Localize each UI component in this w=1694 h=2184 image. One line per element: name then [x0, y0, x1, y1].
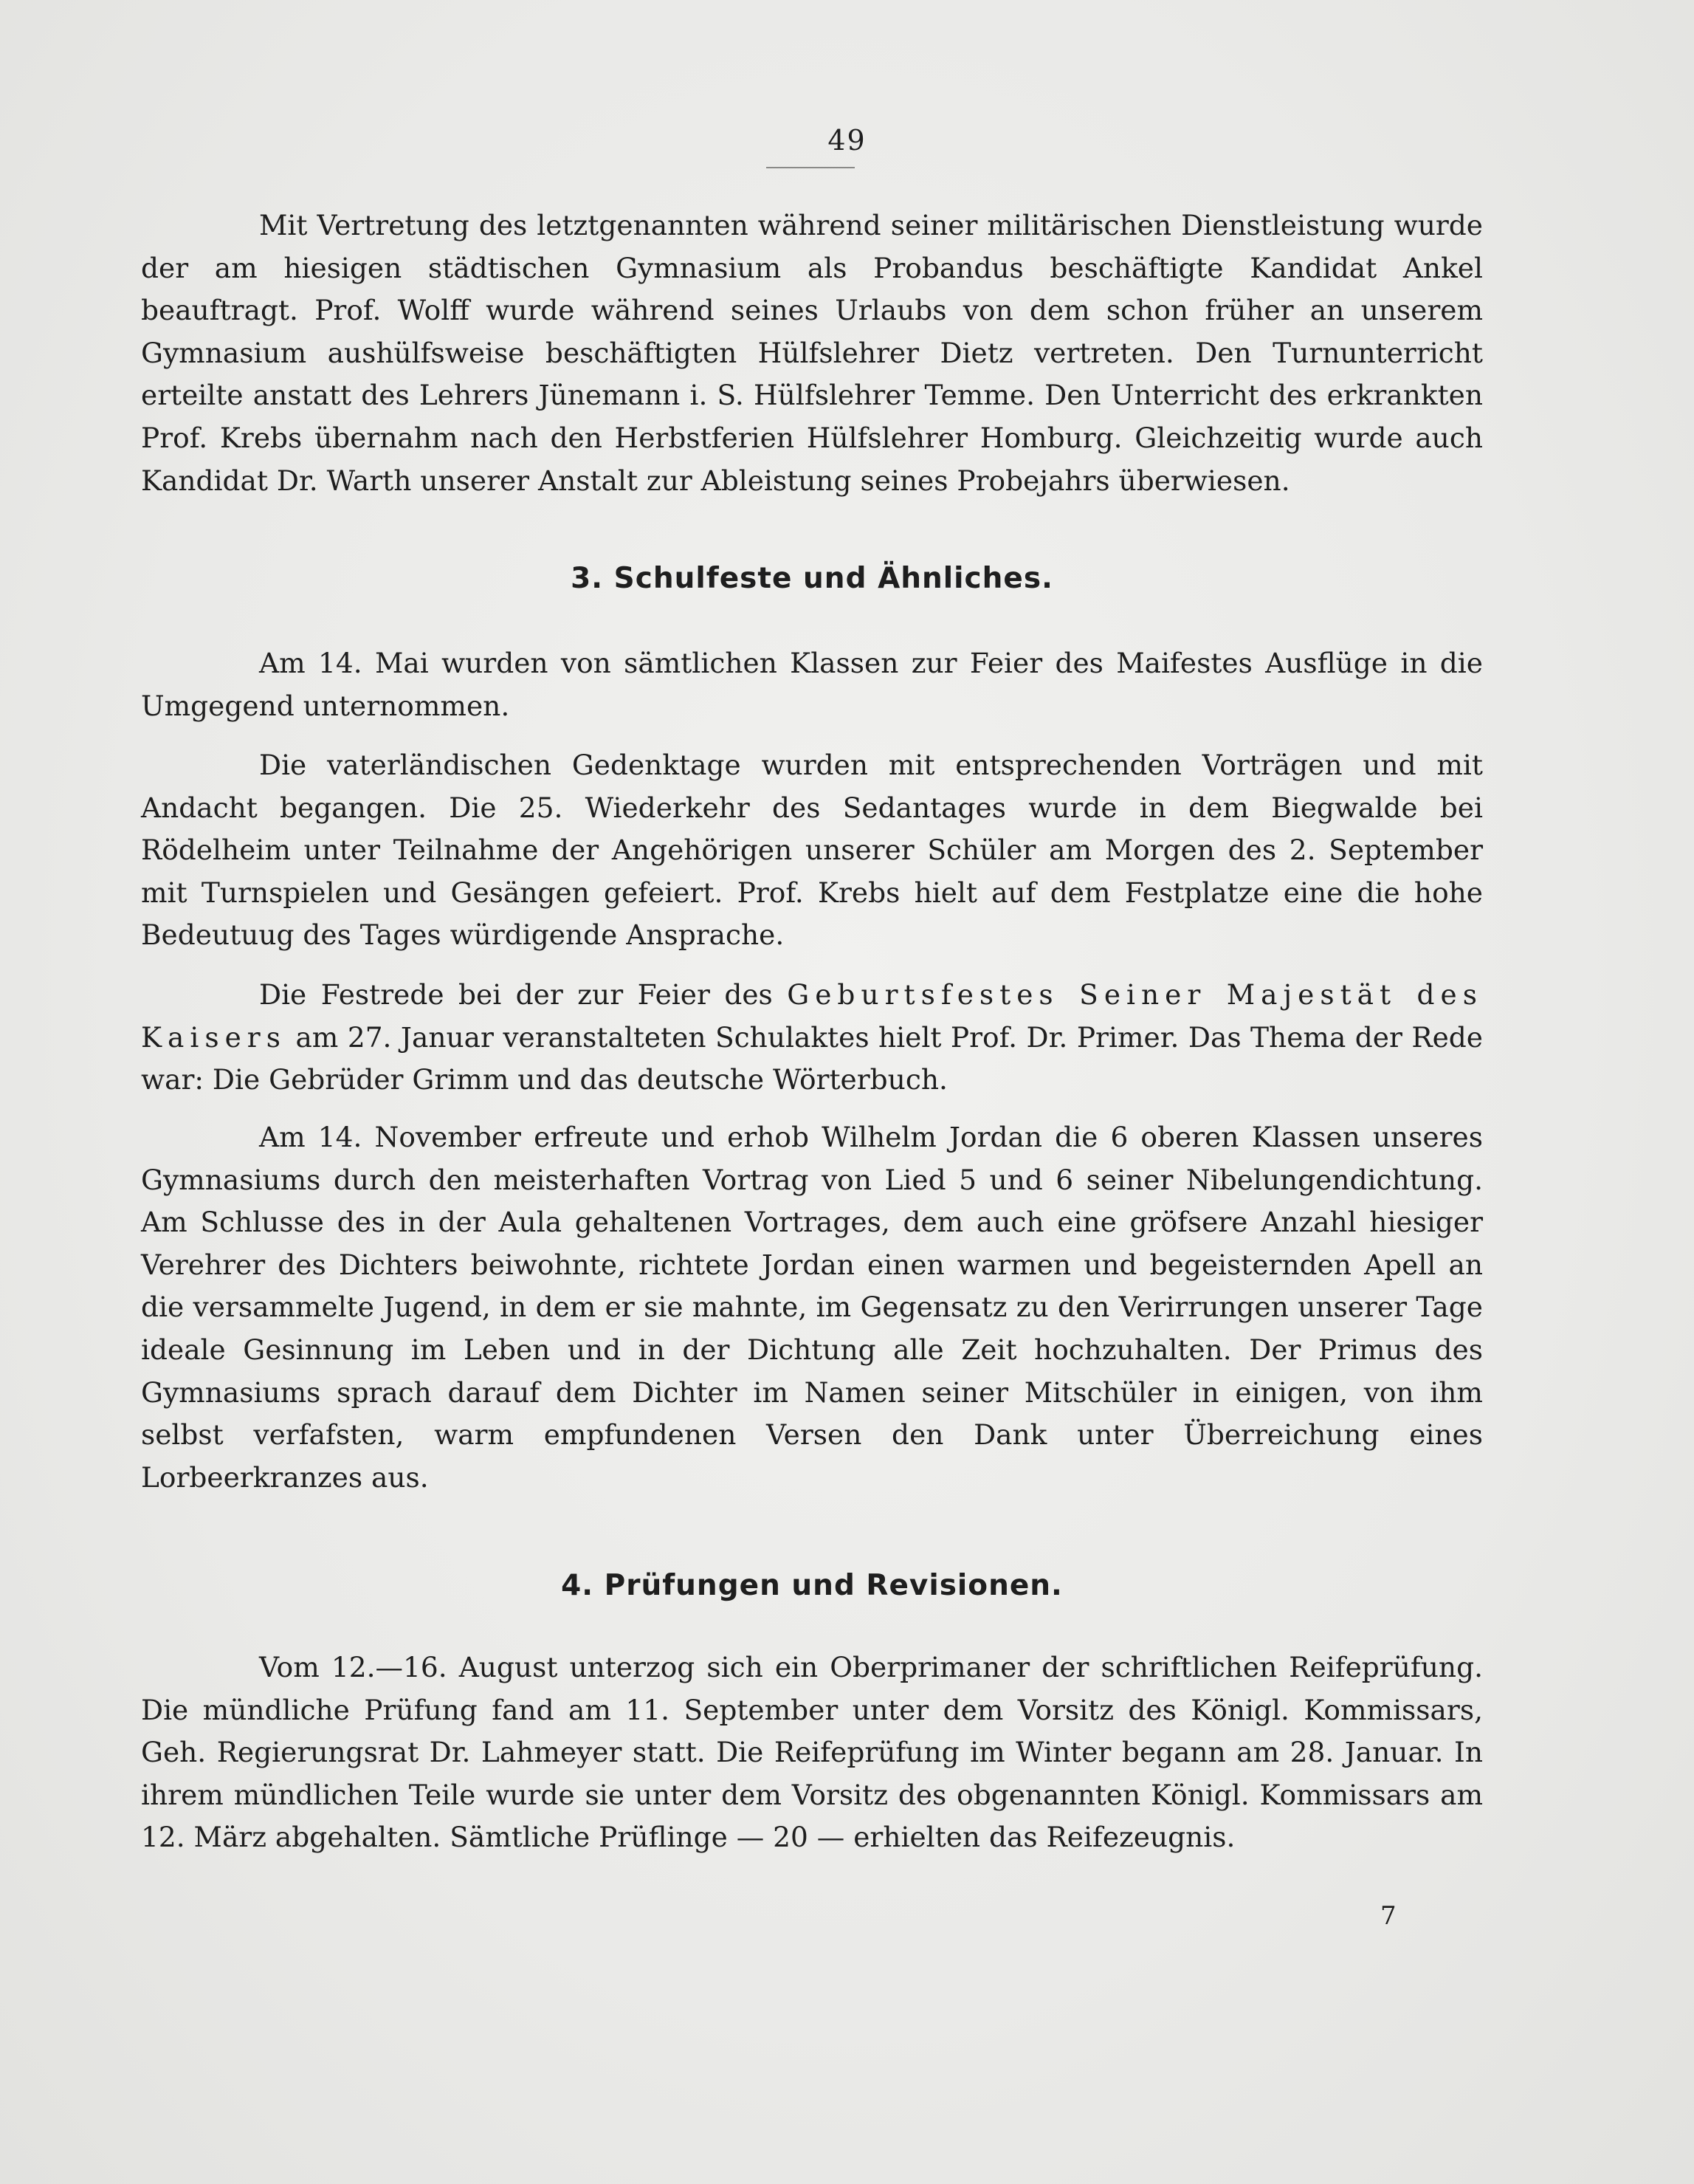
section-3-paragraph-3 [141, 974, 1483, 1102]
festrede-emphasis: Geburtsfestes Seiner Majestät des Kaisers [141, 978, 1483, 1054]
section-3-paragraph-3-wrap [141, 974, 1483, 1102]
section-3-heading: 3. Schulfeste und Ähnliches. [571, 562, 1053, 595]
section-3-paragraph-4: Am 14. November erfreute und erhob Wilhelm Jordan die 6 oberen Klassen unseres Gymnasiums durch den meisterhaften Vortrag von Lied 5 und 6 seiner Nibelungendichtung. Am Schlusse des in der Aula gehaltenen Vortrages, dem auch eine gröfsere Anzahl hiesiger Verehrer des Dichters beiwohnte, richtete Jordan einen warmen und begeisternden Apell an die versammelte Jugend, in dem er sie mahnte, im Gegensatz zu den Verirrungen unserer Tage ideale Gesinnung im Leben und in der Dichtung alle Zeit hochzuhalten. Der Primus des Gymnasiums sprach darauf dem Dichter im Namen seiner Mitschüler in einigen, von ihm selbst verfafsten, warm empfundenen Versen den Dank unter Überreichung eines Lorbeerkranzes aus. [141, 1121, 1483, 1494]
section-3-paragraph-2: Die vaterländischen Gedenktage wurden mit entsprechenden Vorträgen und mit Andacht begangen. Die 25. Wiederkehr des Sedantages wurde in dem Biegwalde bei Rödelheim unter Teilnahme der Angehörigen unserer Schüler am Morgen des 2. September mit Turnspielen und Gesängen gefeiert. Prof. Krebs hielt auf dem Festplatze eine die hohe Bedeutuug des Tages würdigende Ansprache. [141, 749, 1483, 952]
section-3-paragraph-4-wrap [141, 1116, 1483, 1499]
section-4-paragraph-1-wrap [141, 1646, 1483, 1859]
festrede-rest: am 27. Januar veranstalteten Schulaktes hielt Prof. Dr. Primer. Das Thema der Rede war: Die Gebrüder Grimm und das deutsche Wörterbuch. [141, 1020, 1483, 1096]
section-4-heading-wrap [141, 1569, 1483, 1602]
section-3-heading-wrap [141, 562, 1483, 595]
section-3-paragraph-2-wrap [141, 744, 1483, 957]
page-number: 49 [827, 124, 867, 157]
festrede-intro: Die Festrede bei der zur Feier des [259, 978, 788, 1011]
signature-mark: 7 [1380, 1901, 1397, 1931]
section-4-paragraph-1: Vom 12.—16. August unterzog sich ein Oberprimaner der schriftlichen Reifeprüfung. Die mündliche Prüfung fand am 11. September unter dem Vorsitz des Königl. Kommissars, Geh. Regierungsrat Dr. Lahmeyer statt. Die Reifeprüfung im Winter begann am 28. Januar. In ihrem mündlichen Teile wurde sie unter dem Vorsitz des obgenannten Königl. Kommissars am 12. März abgehalten. Sämtliche Prüflinge — 20 — erhielten das Reifezeugnis. [141, 1651, 1483, 1854]
section-3-paragraph-1-wrap [141, 642, 1483, 727]
section-2-continuation [141, 205, 1483, 502]
section-4-heading: 4. Prüfungen und Revisionen. [561, 1569, 1063, 1602]
paragraph-vertretung: Mit Vertretung des letztgenannten während seiner militärischen Dienstleistung wurde der am hiesigen städtischen Gymnasium als Probandus beschäftigte Kandidat Ankel beauftragt. Prof. Wolff wurde während seines Urlaubs von dem schon früher an unserem Gymnasium aushülfsweise beschäftigten Hülfslehrer Dietz vertreten. Den Turnunterricht erteilte anstatt des Lehrers Jünemann i. S. Hülfslehrer Temme. Den Unterricht des erkrankten Prof. Krebs übernahm nach den Herbstferien Hülfslehrer Homburg. Gleichzeitig wurde auch Kandidat Dr. Warth unserer Anstalt zur Ableistung seines Probejahrs überwiesen. [141, 209, 1483, 497]
header-rule [766, 167, 855, 168]
section-3-paragraph-1: Am 14. Mai wurden von sämtlichen Klassen zur Feier des Maifestes Ausflüge in die Umgegend unternommen. [141, 647, 1483, 722]
